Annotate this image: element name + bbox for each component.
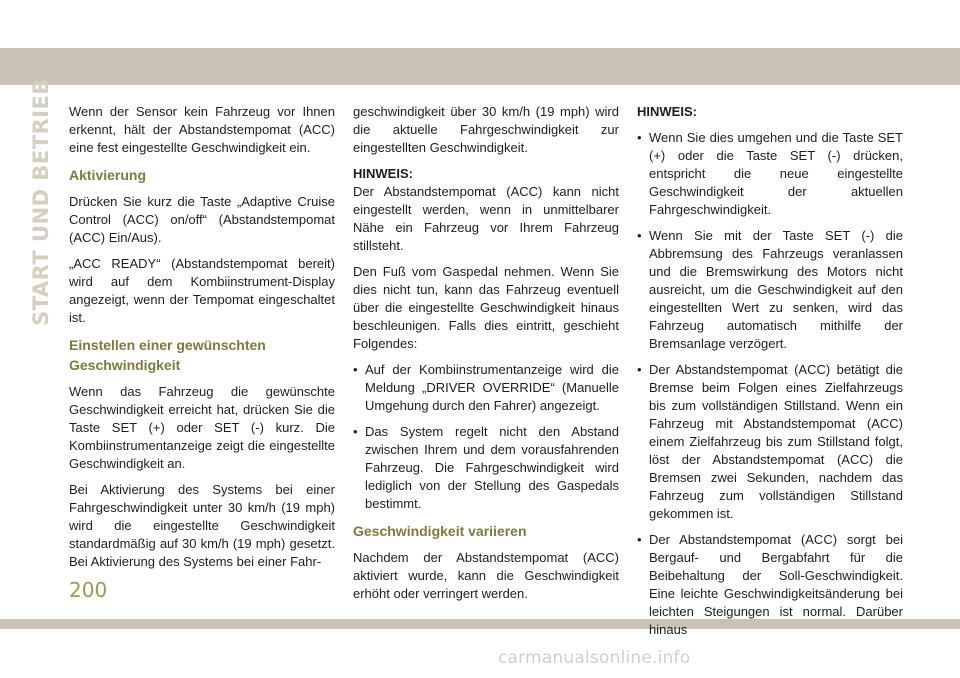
list-item: • Wenn Sie mit der Taste SET (-) die Abbremsung des Fahrzeugs veranlassen und die Bremswirkung des Motors nicht ausreicht, um die Geschwindigkeit auf den eingestellten Wert zu senken, wird das Fahrzeug automatisch mithilfe der Bremsanlage verzögert. — [637, 227, 903, 353]
bullet-list — [353, 361, 619, 513]
paragraph: Den Fuß vom Gaspedal nehmen. Wenn Sie dies nicht tun, kann das Fahrzeug eventuell über die eingestellte Geschwindigkeit hinaus beschleunigen. Falls dies eintritt, geschieht Folgendes: — [353, 264, 619, 351]
heading-geschwindigkeit: Einstellen einer gewünschten Geschwindigkeit — [69, 337, 266, 373]
note-label: HINWEIS: — [353, 166, 413, 181]
paragraph: „ACC READY“ (Abstandstempomat bereit) wird auf dem Kombiinstrument-Display angezeigt, wenn der Tempomat eingeschaltet ist. — [69, 256, 335, 325]
list-item: • Der Abstandstempomat (ACC) betätigt die Bremse beim Folgen eines Zielfahrzeugs bis zum vollständigen Stillstand. Wenn ein Fahrzeug mit Abstandstempomat (ACC) einem Zielfahrzeug bis zum Stillstand folgt, löst der Abstandstempomat (ACC) die Bremsen zwei Sekunden, nachdem das Fahrzeug zum vollständigen Stillstand gekommen ist. — [637, 361, 903, 523]
heading-aktivierung: Aktivierung — [69, 167, 147, 183]
paragraph: Wenn das Fahrzeug die gewünschte Geschwindigkeit erreicht hat, drücken Sie die Taste SET (+) oder SET (-) kurz. Die Kombiinstrumentanzeige zeigt die eingestellte Geschwindigkeit an. — [69, 384, 335, 471]
page-number: 200 — [69, 578, 108, 602]
list-item: • Wenn Sie dies umgehen und die Taste SET (+) oder die Taste SET (-) drücken, entspricht die neue eingestellte Geschwindigkeit der aktuellen Fahrgeschwindigkeit. — [637, 129, 903, 219]
top-band — [0, 48, 960, 85]
note-text: Der Abstandstempomat (ACC) kann nicht eingestellt werden, wenn in unmittelbarer Nähe ein Fahrzeug vor Ihrem Fahrzeug stillsteht. — [353, 184, 619, 253]
heading-variieren: Geschwindigkeit variieren — [353, 523, 527, 539]
column-left — [69, 103, 335, 579]
paragraph: geschwindigkeit über 30 km/h (19 mph) wird die aktuelle Fahrgeschwindigkeit zur eingestellten Geschwindigkeit. — [353, 104, 619, 155]
column-right — [637, 103, 903, 647]
section-tab — [28, 78, 54, 326]
list-item: • Das System regelt nicht den Abstand zwischen Ihrem und dem vorausfahrenden Fahrzeug. Die Fahrgeschwindigkeit wird lediglich von der Stellung des Gaspedals bestimmt. — [353, 423, 619, 513]
list-item: • Auf der Kombiinstrumentanzeige wird die Meldung „DRIVER OVERRIDE“ (Manuelle Umgehung durch den Fahrer) angezeigt. — [353, 361, 619, 415]
paragraph: Nachdem der Abstandstempomat (ACC) aktiviert wurde, kann die Geschwindigkeit erhöht oder verringert werden. — [353, 550, 619, 601]
paragraph: Drücken Sie kurz die Taste „Adaptive Cruise Control (ACC) on/off“ (Abstandstempomat (ACC) Ein/Aus). — [69, 194, 335, 245]
paragraph: Bei Aktivierung des Systems bei einer Fahrgeschwindigkeit unter 30 km/h (19 mph) wird die eingestellte Geschwindigkeit standardmäßig auf 30 km/h (19 mph) gesetzt. Bei Aktivierung des Systems bei einer Fahr- — [69, 482, 335, 569]
list-item: • Der Abstandstempomat (ACC) sorgt bei Bergauf- und Bergabfahrt für die Beibehaltung der Soll-Geschwindigkeit. Eine leichte Geschwindigkeitsänderung bei leichten Steigungen ist normal. Darüber hinaus — [637, 531, 903, 639]
section-tab-label: START UND BETRIEB — [29, 78, 53, 326]
paragraph: Wenn der Sensor kein Fahrzeug vor Ihnen erkennt, hält der Abstandstempomat (ACC) eine fest eingestellte Geschwindigkeit ein. — [69, 104, 335, 155]
note-label: HINWEIS: — [637, 104, 697, 119]
bullet-list — [637, 129, 903, 639]
column-middle — [353, 103, 619, 611]
watermark: carmanualsonline.info — [498, 648, 691, 668]
